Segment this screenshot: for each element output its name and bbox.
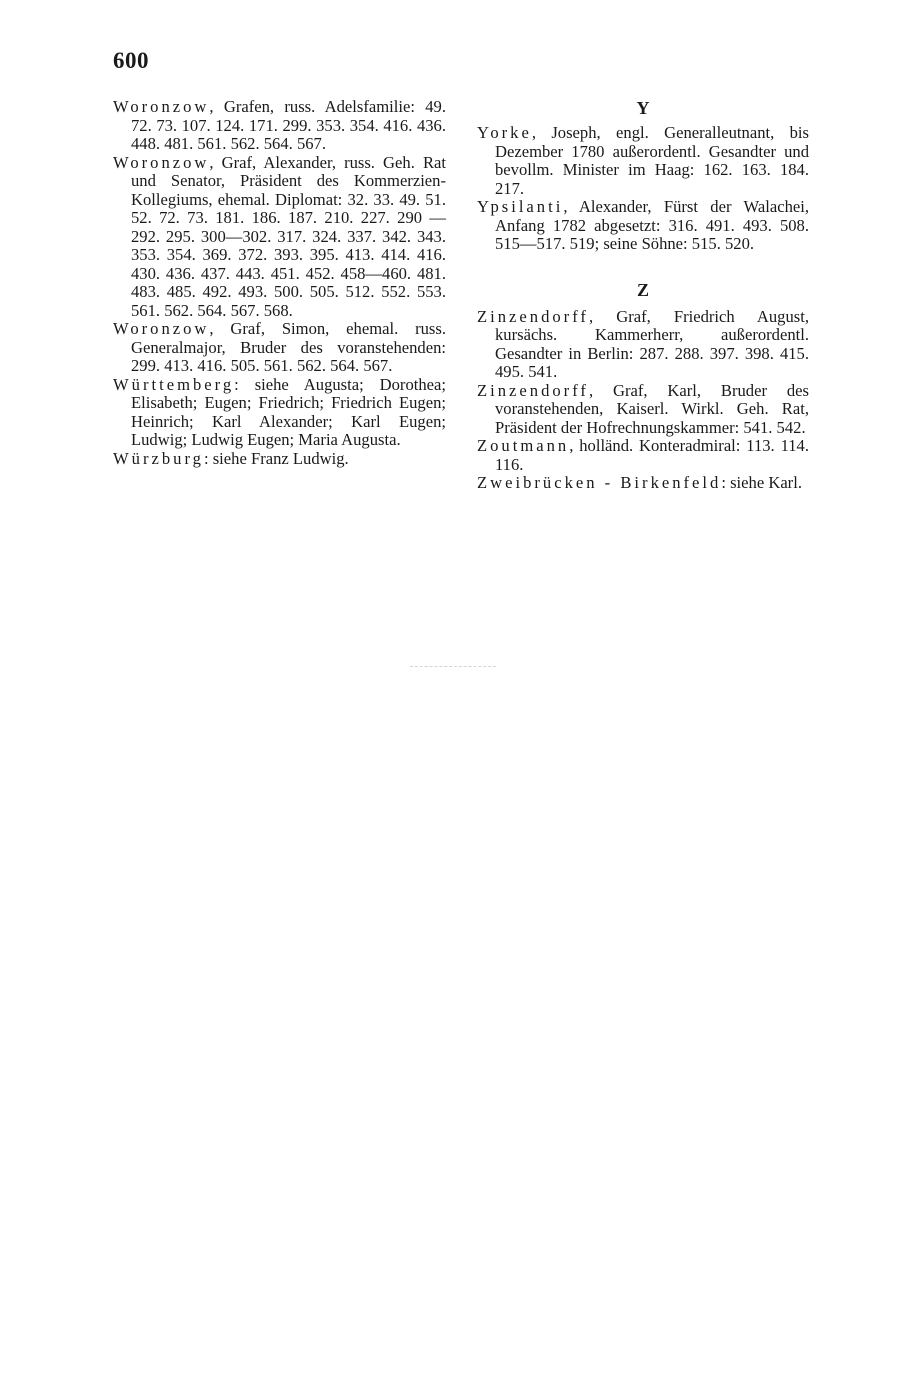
entry-text: , Graf, Simon, ehemal. russ. Generalmajor, Bruder des voranstehenden: 299. 413. 416. 505. 561. 562. 564. 567. [131,319,446,375]
entry-text: : siehe Franz Ludwig. [203,448,349,468]
entry-text: , Graf, Alexander, russ. Geh. Rat und Senator, Präsident des Kommerzien-Kollegiums, ehemal. Diplomat: 32. 33. 49. 51. 52. 72. 73. 181. 186. 187. 210. 227. 290 —292. 295. 300—302. 317. 324. 337. 342. 343. 353. 354. 369. 372. 393. 395. 413. 414. 416. 430. 436. 437. 443. 451. 452. 458—460. 481. 483. 485. 492. 493. 500. 505. 512. 552. 553. 561. 562. 564. 567. 568. [131,152,446,320]
entry-headword: Yorke [477,123,532,142]
left-column [113,98,446,468]
index-entry [477,437,809,474]
index-entry [113,450,446,469]
entry-headword: Zinzendorff [477,306,589,326]
entry-text: , Joseph, engl. Generalleutnant, bis Dezember 1780 außerordentl. Gesandter und bevollm. Minister im Haag: 162. 163. 184. 217. [495,123,809,198]
index-entry [477,382,809,438]
right-column [477,98,809,493]
index-entry [477,308,809,382]
end-rule [410,666,496,667]
entry-text: , Graf, Friedrich August, kursächs. Kammerherr, außerordentl. Gesandter in Berlin: 287. 288. 397. 398. 415. 495. 541. [495,306,809,381]
entry-headword: Ypsilanti [477,197,564,216]
section-letter-y: Y [636,98,650,118]
entry-headword: Zinzendorff [477,380,589,400]
index-entry [477,198,809,254]
index-entry [113,320,446,376]
index-entry [113,154,446,321]
entry-headword: Würzburg [113,448,204,468]
entry-text: , Grafen, russ. Adelsfamilie: 49. 72. 73. 107. 124. 171. 299. 353. 354. 416. 436. 448. 481. 561. 562. 564. 567. [131,97,446,153]
entry-headword: Woronzow [113,152,210,172]
page-number: 600 [113,48,149,73]
index-entry [477,124,809,198]
index-entry [113,376,446,450]
entry-headword: Zweibrücken - Birkenfeld [477,473,722,492]
entry-text: , Graf, Karl, Bruder des voranstehenden, Kaiserl. Wirkl. Geh. Rat, Präsident der Hofrechnungskammer: 541. 542. [495,380,809,437]
entry-text: , holländ. Konteradmiral: 113. 114. 116. [495,436,809,474]
entry-headword: Woronzow [113,97,210,116]
entry-text: : siehe Karl. [721,473,802,492]
entry-headword: Württemberg [113,374,235,394]
index-entry [113,98,446,154]
index-entry [477,474,809,493]
entry-text: : siehe Augusta; Dorothea; Elisabeth; Eugen; Friedrich; Friedrich Eugen; Heinrich; Karl Alexander; Karl Eugen; Ludwig; Ludwig Eugen; Maria Augusta. [131,374,446,449]
section-letter-z: Z [636,279,649,300]
entry-text: , Alexander, Fürst der Walachei, Anfang 1782 abgesetzt: 316. 491. 493. 508. 515—517. 519; seine Söhne: 515. 520. [495,197,809,253]
entry-headword: Zoutmann [477,436,570,455]
entry-headword: Woronzow [113,319,210,338]
